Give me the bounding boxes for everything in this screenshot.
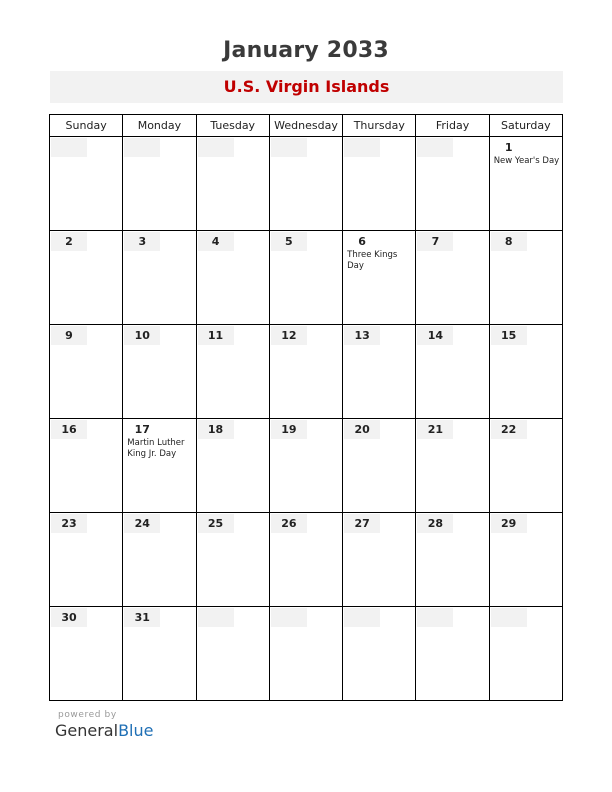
country-name: U.S. Virgin Islands [223, 77, 390, 96]
holiday-label: New Year's Day [493, 156, 560, 166]
day-number [198, 608, 234, 627]
weekday-thursday: Thursday [343, 115, 416, 137]
day-number: 30 [51, 608, 87, 627]
day-cell [489, 513, 562, 607]
day-cell [50, 419, 123, 513]
calendar-title: January 2033 [223, 38, 389, 63]
day-cell [269, 419, 342, 513]
logo-general: General [55, 721, 119, 740]
logo-blue: Blue [118, 721, 154, 740]
day-number: 1 [504, 141, 513, 154]
day-number: 19 [271, 420, 307, 439]
day-number: 5 [271, 232, 307, 251]
day-number: 8 [491, 232, 527, 251]
day-number: 4 [198, 232, 234, 251]
day-cell [123, 607, 196, 701]
day-number [491, 608, 527, 627]
weekday-friday: Friday [416, 115, 489, 137]
empty-day-cell [343, 607, 416, 701]
day-number: 15 [491, 326, 527, 345]
empty-day-cell [50, 137, 123, 231]
empty-day-cell [196, 607, 269, 701]
day-cell [343, 231, 416, 325]
empty-day-cell [196, 137, 269, 231]
day-number: 14 [417, 326, 453, 345]
day-number: 22 [491, 420, 527, 439]
day-number: 13 [344, 326, 380, 345]
day-number [344, 608, 380, 627]
country-banner [50, 71, 563, 103]
empty-day-cell [123, 137, 196, 231]
empty-day-cell [269, 607, 342, 701]
day-number [417, 608, 453, 627]
day-number [51, 138, 87, 157]
day-cell [123, 325, 196, 419]
day-cell [196, 419, 269, 513]
holiday-label: Martin Luther King Jr. Day [127, 438, 185, 459]
day-number [344, 138, 380, 157]
day-number: 23 [51, 514, 87, 533]
day-number: 12 [271, 326, 307, 345]
day-cell [489, 137, 562, 231]
day-cell [269, 231, 342, 325]
week-row [50, 607, 563, 701]
weekday-tuesday: Tuesday [196, 115, 269, 137]
day-cell [50, 231, 123, 325]
weekday-sunday: Sunday [50, 115, 123, 137]
day-number: 17 [134, 423, 150, 436]
week-row [50, 325, 563, 419]
week-row [50, 513, 563, 607]
day-cell [489, 325, 562, 419]
empty-day-cell [489, 607, 562, 701]
day-number: 2 [51, 232, 87, 251]
day-number: 29 [491, 514, 527, 533]
day-number: 18 [198, 420, 234, 439]
day-number [417, 138, 453, 157]
day-cell [196, 513, 269, 607]
day-cell [196, 325, 269, 419]
day-number: 9 [51, 326, 87, 345]
day-cell [416, 325, 489, 419]
day-cell [416, 513, 489, 607]
day-number: 28 [417, 514, 453, 533]
day-cell [50, 607, 123, 701]
calendar-grid [49, 114, 563, 701]
day-number [271, 138, 307, 157]
week-row [50, 231, 563, 325]
empty-day-cell [343, 137, 416, 231]
day-cell [343, 325, 416, 419]
day-cell [489, 419, 562, 513]
day-cell [50, 325, 123, 419]
weekday-header-row [50, 115, 563, 137]
day-number: 16 [51, 420, 87, 439]
weekday-saturday: Saturday [489, 115, 562, 137]
day-number: 10 [124, 326, 160, 345]
day-cell [269, 513, 342, 607]
day-number: 3 [124, 232, 160, 251]
empty-day-cell [416, 607, 489, 701]
holiday-label: Three Kings Day [347, 250, 398, 271]
empty-day-cell [269, 137, 342, 231]
day-cell [196, 231, 269, 325]
day-cell [343, 513, 416, 607]
day-cell [416, 231, 489, 325]
day-number [124, 138, 160, 157]
day-number: 25 [198, 514, 234, 533]
day-number: 24 [124, 514, 160, 533]
day-cell [123, 513, 196, 607]
generalblue-logo[interactable] [55, 721, 153, 740]
day-number: 20 [344, 420, 380, 439]
day-number [271, 608, 307, 627]
empty-day-cell [416, 137, 489, 231]
day-cell [416, 419, 489, 513]
day-cell [50, 513, 123, 607]
day-number: 27 [344, 514, 380, 533]
day-cell [123, 419, 196, 513]
day-number: 26 [271, 514, 307, 533]
day-number [198, 138, 234, 157]
powered-by-text: powered by [58, 710, 117, 720]
week-row [50, 137, 563, 231]
day-cell [123, 231, 196, 325]
weekday-wednesday: Wednesday [269, 115, 342, 137]
day-number: 31 [124, 608, 160, 627]
day-number: 6 [358, 235, 366, 248]
day-cell [343, 419, 416, 513]
weekday-monday: Monday [123, 115, 196, 137]
week-row [50, 419, 563, 513]
day-cell [489, 231, 562, 325]
day-number: 7 [417, 232, 453, 251]
day-number: 21 [417, 420, 453, 439]
day-number: 11 [198, 326, 234, 345]
day-cell [269, 325, 342, 419]
